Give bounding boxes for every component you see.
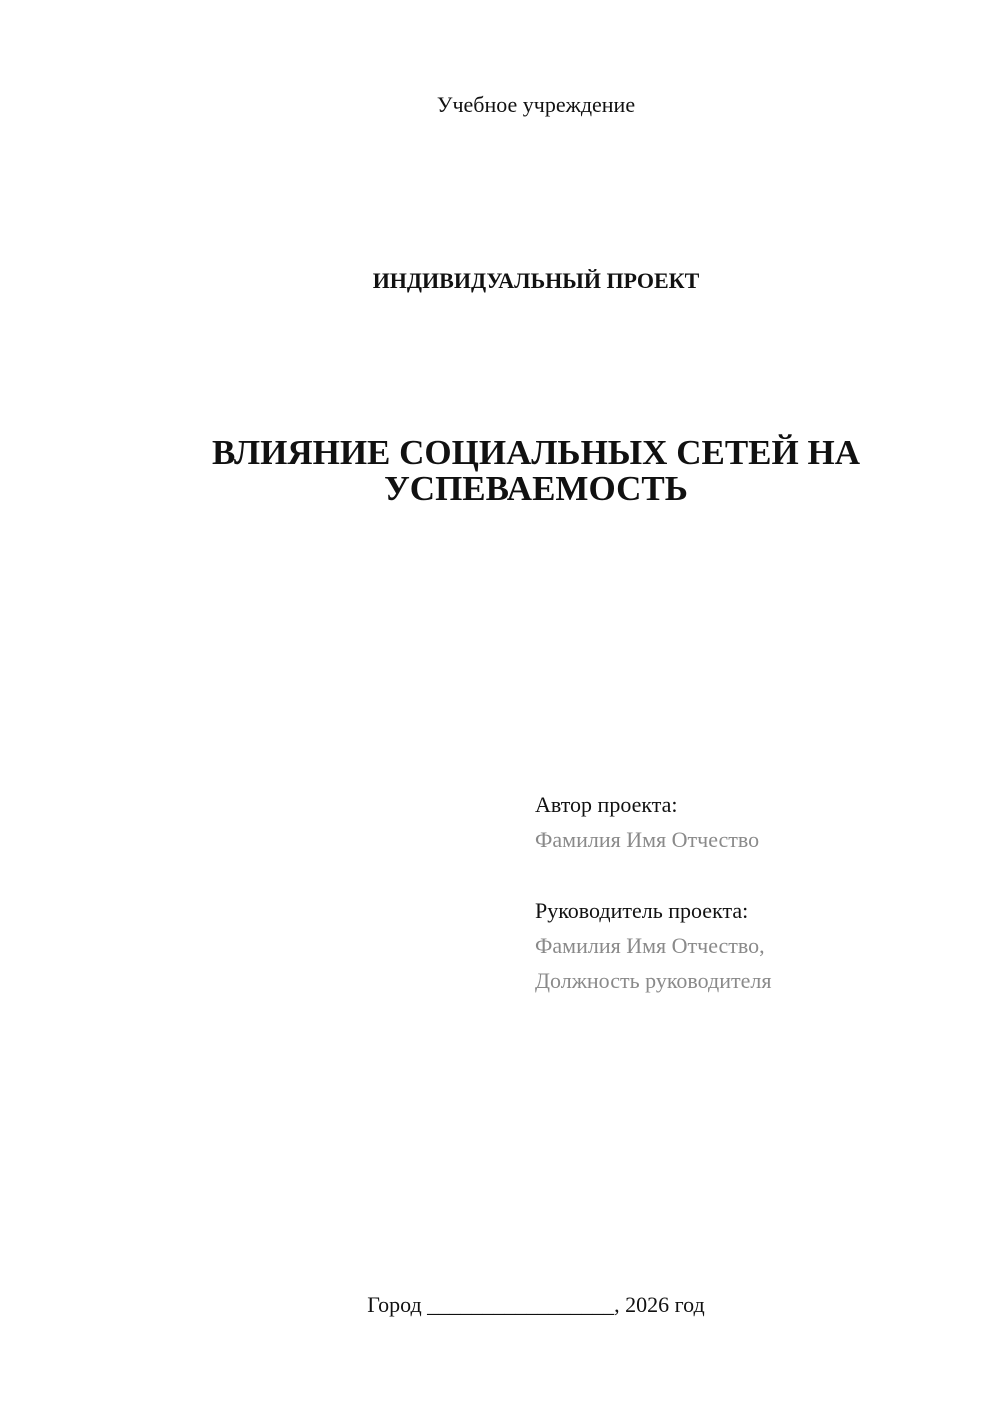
supervisor-name-placeholder: Фамилия Имя Отчество, [535,933,765,958]
institution-name: Учебное учреждение [436,92,636,117]
project-title-line-2: УСПЕВАЕМОСТЬ [384,469,688,508]
project-type-heading: ИНДИВИДУАЛЬНЫЙ ПРОЕКТ [372,268,700,293]
supervisor-position-placeholder: Должность руководителя [535,968,772,993]
info-spacer [535,857,975,893]
supervisor-label: Руководитель проекта: [535,898,749,923]
author-name-placeholder: Фамилия Имя Отчество [535,827,760,852]
project-info-block [535,787,975,998]
city-year-footer [0,1290,1000,1320]
city-label: Город [367,1292,422,1317]
city-blank-line: _________________ [427,1292,615,1317]
project-title-line-1: ВЛИЯНИЕ СОЦИАЛЬНЫХ СЕТЕЙ НА [212,433,860,472]
project-title [0,435,1000,507]
year-text: , 2026 год [614,1292,705,1317]
author-label: Автор проекта: [535,792,678,817]
